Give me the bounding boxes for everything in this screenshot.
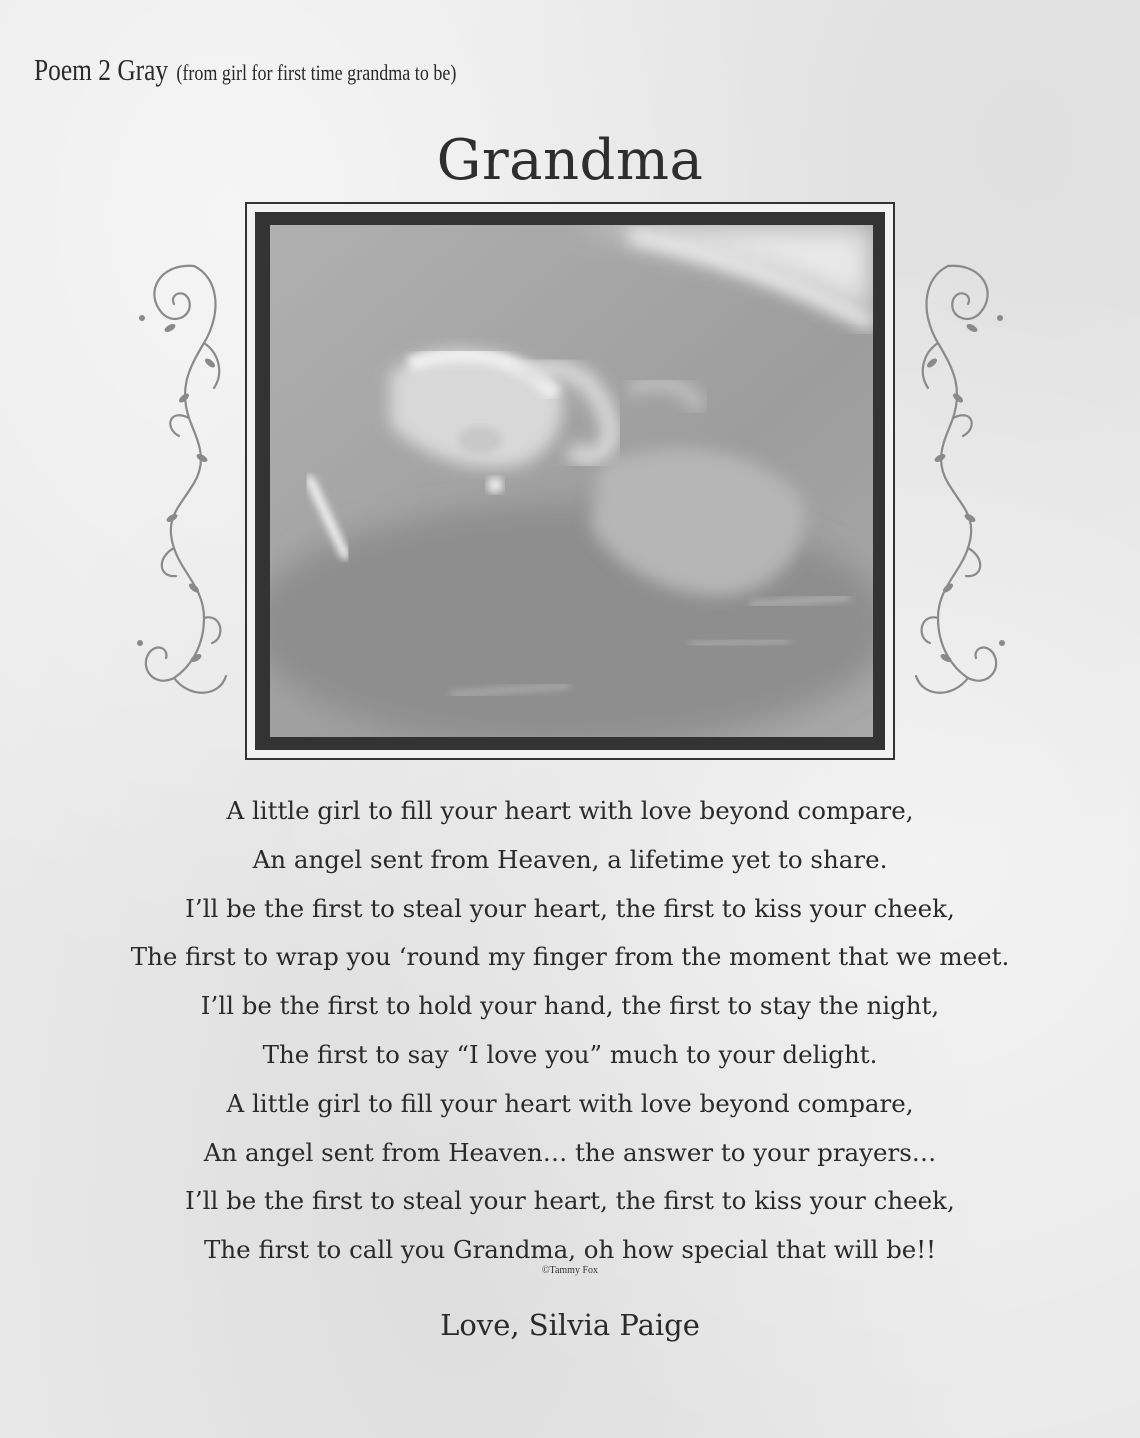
ultrasound-image <box>270 225 873 737</box>
poem-label <box>34 52 456 88</box>
swirl-ornament-right-icon <box>908 258 1008 708</box>
poem-line: I’ll be the first to steal your heart, the first to kiss your cheek, <box>185 893 955 923</box>
poem-line: A little girl to fill your heart with love beyond compare, <box>226 796 914 825</box>
page-title: Grandma <box>436 128 704 193</box>
poem-line: I’ll be the first to steal your heart, the first to kiss your cheek, <box>185 1186 955 1216</box>
poem-line: An angel sent from Heaven… the answer to your prayers… <box>203 1137 937 1167</box>
poem-label-subtitle: (from girl for first time grandma to be) <box>176 60 457 85</box>
poem-line: A little girl to fill your heart with love beyond compare, <box>226 1088 914 1118</box>
poem-line: An angel sent from Heaven, a lifetime yet to share. <box>252 844 888 874</box>
poem-line: The first to wrap you ‘round my finger from the moment that we meet. <box>130 942 1010 972</box>
signature: Love, Silvia Paige <box>440 1308 700 1342</box>
poem-line: I’ll be the first to hold your hand, the first to stay the night, <box>200 991 940 1021</box>
copyright-notice: ©Tammy Fox <box>541 1265 599 1276</box>
poem-line: The first to say “I love you” much to your delight. <box>262 1039 878 1069</box>
poem-label-main: Poem 2 Gray <box>34 52 169 87</box>
swirl-ornament-left-icon <box>134 258 234 708</box>
poem-body <box>0 787 1140 1275</box>
poem-line: The first to call you Grandma, oh how special that will be!! <box>204 1235 936 1265</box>
